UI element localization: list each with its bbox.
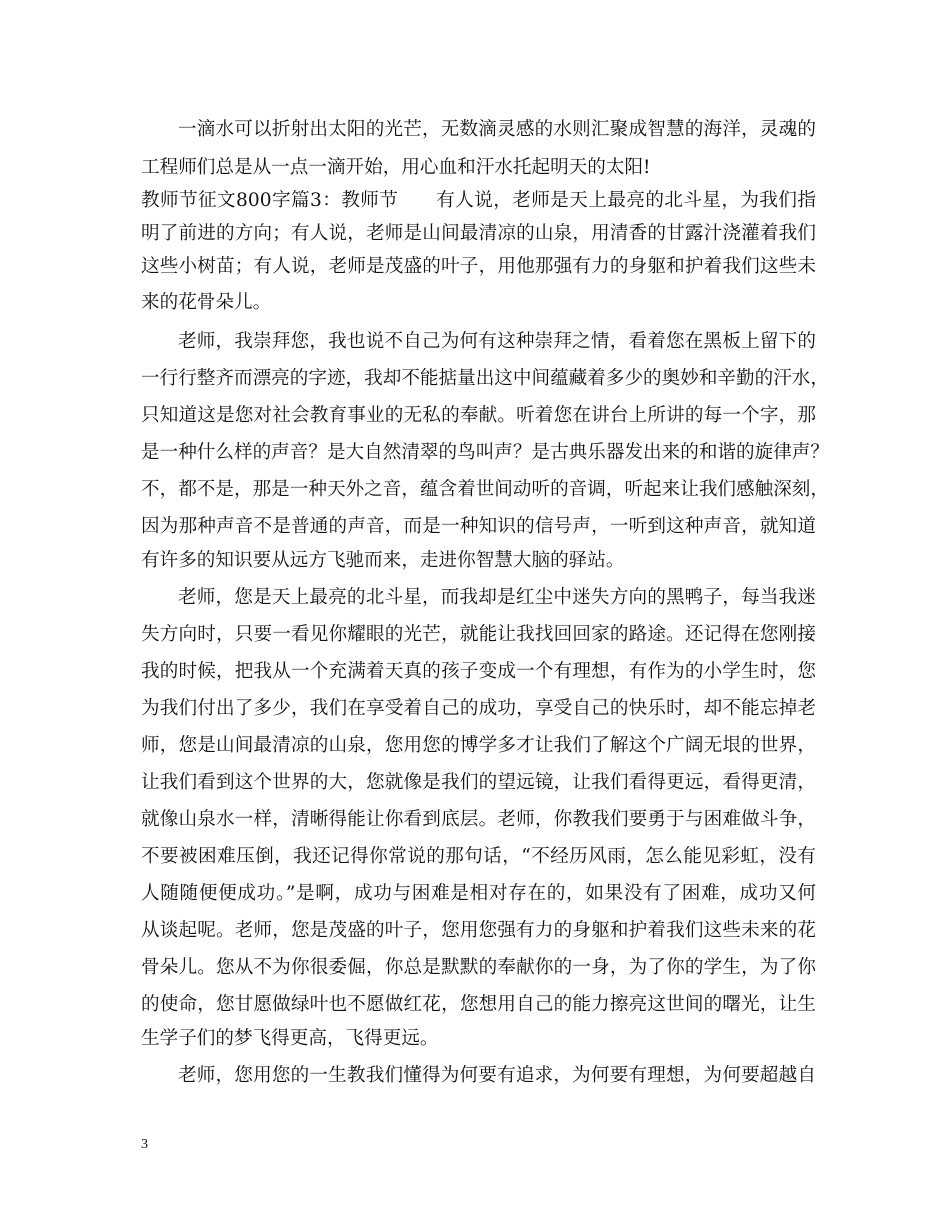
paragraph-line: 为我们付出了多少，我们在享受着自己的成功，享受自己的快乐时，却不能忘掉老 <box>141 698 816 719</box>
paragraph-line: 我的时候，把我从一个充满着天真的孩子变成一个有理想，有作为的小学生时，您 <box>141 661 816 682</box>
paragraph-line: 老师，我崇拜您，我也说不自己为何有这种崇拜之情，看着您在黑板上留下的 <box>178 331 816 352</box>
paragraph-line: 生学子们的梦飞得更高，飞得更远。 <box>141 1028 439 1049</box>
paragraph-line: 就像山泉水一样，清晰得能让你看到底层。老师，你教我们要勇于与困难做斗争， <box>141 809 816 830</box>
page-number: 3 <box>141 1137 148 1152</box>
heading-line: 教师节征文800字篇3：教师节 有人说，老师是天上最亮的北斗星，为我们指 <box>141 190 816 211</box>
paragraph-line: 不要被困难压倒，我还记得你常说的那句话，“不经历风雨，怎么能见彩虹，没有 <box>141 846 816 867</box>
paragraph-line: 来的花骨朵儿。 <box>141 292 272 313</box>
paragraph-line: 老师，您用您的一生教我们懂得为何要有追求，为何要有理想，为何要超越自 <box>178 1065 816 1086</box>
paragraph-line: 不，都不是，那是一种天外之音，蕴含着世间动听的音调，听起来让我们感触深刻， <box>141 479 829 500</box>
paragraph-line: 师，您是山间最清凉的山泉，您用您的博学多才让我们了解这个广阔无垠的世界， <box>141 735 816 756</box>
paragraph-line: 这些小树苗；有人说，老师是茂盛的叶子，用他那强有力的身躯和护着我们这些未 <box>141 256 816 277</box>
paragraph-line: 因为那种声音不是普通的声音，而是一种知识的信号声，一听到这种声音，就知道 <box>141 516 816 537</box>
paragraph-line: 有许多的知识要从远方飞驰而来，走进你智慧大脑的驿站。 <box>141 550 625 571</box>
paragraph-line: 工程师们总是从一点一滴开始，用心血和汗水托起明天的太阳! <box>141 157 651 178</box>
paragraph-line: 一行行整齐而漂亮的字迹，我却不能掂量出这中间蕴藏着多少的奥妙和辛勤的汗水， <box>141 368 829 389</box>
paragraph-line: 失方向时，只要一看见你耀眼的光芒，就能让我找回回家的路途。还记得在您刚接 <box>141 624 816 645</box>
paragraph-line: 一滴水可以折射出太阳的光芒，无数滴灵感的水则汇聚成智慧的海洋，灵魂的 <box>178 119 816 140</box>
paragraph-line: 的使命，您甘愿做绿叶也不愿做红花，您想用自己的能力擦亮这世间的曙光，让生 <box>141 994 816 1015</box>
paragraph-line: 是一种什么样的声音？是大自然清翠的鸟叫声？是古典乐器发出来的和谐的旋律声？ <box>141 442 829 463</box>
paragraph-line: 从谈起呢。老师，您是茂盛的叶子，您用您强有力的身躯和护着我们这些未来的花 <box>141 920 816 941</box>
paragraph-line: 骨朵儿。您从不为你很委倔，你总是默默的奉献你的一身，为了你的学生，为了你 <box>141 957 816 978</box>
paragraph-line: 让我们看到这个世界的大，您就像是我们的望远镜，让我们看得更远，看得更清， <box>141 772 816 793</box>
paragraph-line: 明了前进的方向；有人说，老师是山间最清凉的山泉，用清香的甘露汁浇灌着我们 <box>141 223 816 244</box>
paragraph-line: 人随随便便成功。”是啊，成功与困难是相对存在的，如果没有了困难，成功又何 <box>141 883 816 904</box>
paragraph-line: 只知道这是您对社会教育事业的无私的奉献。听着您在讲台上所讲的每一个字，那 <box>141 405 816 426</box>
paragraph-line: 老师，您是天上最亮的北斗星，而我却是红尘中迷失方向的黑鸭子，每当我迷 <box>178 587 816 608</box>
